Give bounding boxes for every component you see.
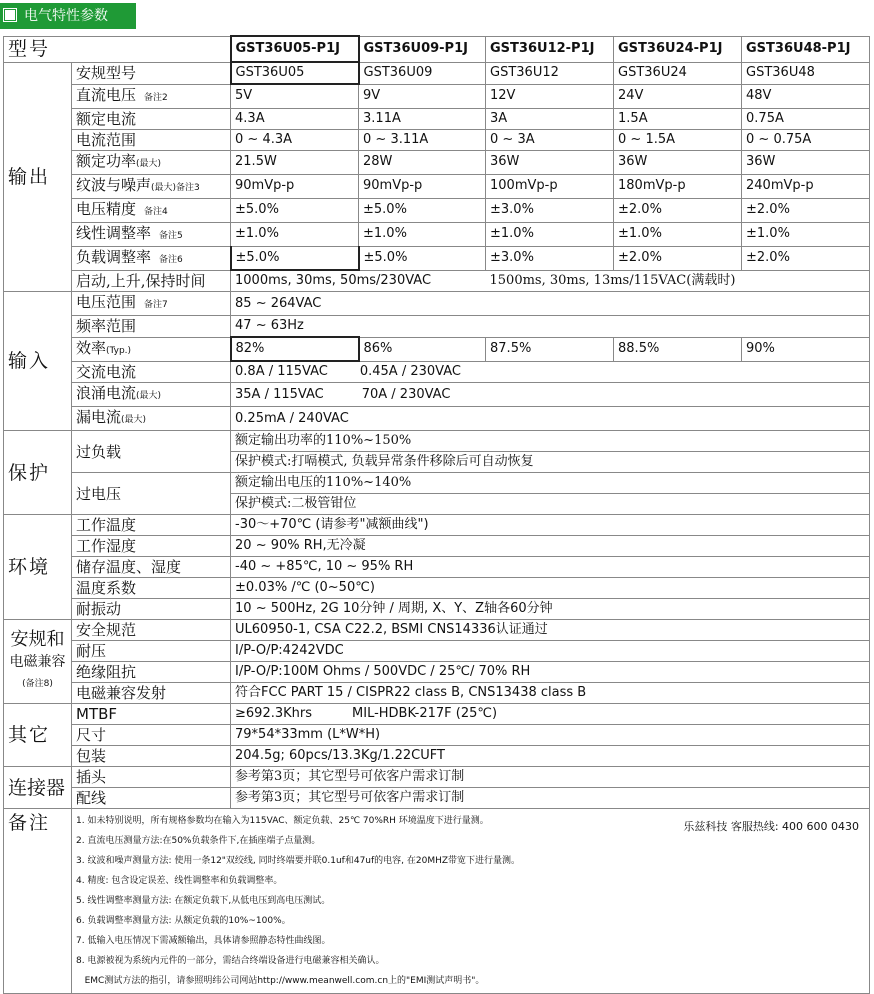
output-row [4, 174, 870, 198]
value-cell: 参考第3页；其它型号可依客户需求订制 [231, 767, 870, 788]
value-cell: 24V [614, 84, 742, 108]
value-cell: GST36U48 [742, 62, 870, 84]
others-row [4, 725, 870, 746]
safety-row [4, 662, 870, 683]
value-cell: 90mVp-p [359, 174, 486, 198]
row-label: 额定功率(最大) [72, 150, 231, 174]
value-cell: ±5.0% [231, 246, 359, 270]
value-cell: 82% [231, 337, 359, 361]
input-row [4, 407, 870, 431]
value-cell: 3.11A [359, 108, 486, 129]
connector-row [4, 767, 870, 788]
value-cell: ±1.0% [614, 222, 742, 246]
row-label: 耐压 [72, 641, 231, 662]
value-cell: 1.5A [614, 108, 742, 129]
value-cell: ±5.0% [231, 198, 359, 222]
value-cell: GST36U12 [486, 62, 614, 84]
value-cell: ±1.0% [742, 222, 870, 246]
value-cell: GST36U09 [359, 62, 486, 84]
row-label: 交流电流 [72, 361, 231, 383]
safety-row [4, 641, 870, 662]
row-label: 电压精度 备注4 [72, 198, 231, 222]
value-cell: 36W [486, 150, 614, 174]
notes-row [4, 809, 870, 994]
value-cell: 保护模式:打嗝模式, 负载异常条件移除后可自动恢复 [231, 452, 870, 473]
category-others: 其它 [4, 704, 72, 767]
value-cell: 0.25mA / 240VAC [231, 407, 870, 431]
input-row [4, 292, 870, 316]
row-label: 安全规范 [72, 620, 231, 641]
row-label: 电流范围 [72, 129, 231, 150]
value-cell: 21.5W [231, 150, 359, 174]
row-label: 浪涌电流(最大) [72, 383, 231, 407]
row-label: 启动,上升,保持时间 [72, 270, 231, 292]
value-cell: ±5.0% [359, 198, 486, 222]
value-cell: 10 ~ 500Hz, 2G 10分钟 / 周期, X、Y、Z轴各60分钟 [231, 599, 870, 620]
startup-value-b: 1500ms, 30ms, 13ms/115VAC(满载时) [486, 270, 870, 292]
note-line: 1. 如未特别说明，所有规格参数均在输入为115VAC、额定负载、25℃ 70%RH 环境温度下进行量测。 [76, 816, 489, 826]
row-label: 安规型号 [72, 62, 231, 84]
row-label: 配线 [72, 788, 231, 809]
value-cell: ±2.0% [742, 246, 870, 270]
note-line: 6. 负载调整率测量方法: 从额定负载的10%~100%。 [76, 916, 291, 926]
category-environment: 环境 [4, 515, 72, 620]
value-cell: ±3.0% [486, 198, 614, 222]
note-line: 5. 线性调整率测量方法: 在额定负载下,从低电压到高电压测试。 [76, 896, 331, 906]
value-cell: GST36U24 [614, 62, 742, 84]
model-4: GST36U24-P1J [614, 36, 742, 62]
value-cell: 9V [359, 84, 486, 108]
row-label: 漏电流(最大) [72, 407, 231, 431]
value-cell: I/P-O/P:100M Ohms / 500VDC / 25℃/ 70% RH [231, 662, 870, 683]
environment-row [4, 599, 870, 620]
value-cell: 20 ~ 90% RH,无冷凝 [231, 536, 870, 557]
note-line: 7. 低输入电压情况下需减额输出，具体请参照静态特性曲线图。 [76, 936, 331, 946]
value-cell: ±2.0% [614, 246, 742, 270]
output-row [4, 246, 870, 270]
category-output: 输出 [4, 62, 72, 292]
output-startup-row [4, 270, 870, 292]
row-label: 过电压 [72, 473, 231, 515]
value-cell: ±1.0% [231, 222, 359, 246]
category-safety-emc: 安规和 电磁兼容 (备注8) [4, 620, 72, 704]
value-cell: 0 ~ 0.75A [742, 129, 870, 150]
notes-cell [72, 809, 870, 994]
output-row [4, 62, 870, 84]
value-cell: 88.5% [614, 337, 742, 361]
value-cell: 204.5g; 60pcs/13.3Kg/1.22CUFT [231, 746, 870, 767]
value-cell: 85 ~ 264VAC [231, 292, 870, 316]
environment-row [4, 515, 870, 536]
row-label: 电磁兼容发射 [72, 683, 231, 704]
value-cell: 0.75A [742, 108, 870, 129]
value-cell: 240mVp-p [742, 174, 870, 198]
note-line: 8. 电源被视为系统内元件的一部分，需结合终端设备进行电磁兼容相关确认。 [76, 956, 385, 966]
others-row [4, 746, 870, 767]
note-line: 4. 精度: 包含设定误差、线性调整率和负载调整率。 [76, 876, 283, 886]
value-cell: 87.5% [486, 337, 614, 361]
output-row [4, 150, 870, 174]
note-line: EMC测试方法的指引，请参照明纬公司网站http://www.meanwell.com.cn上的"EMI测试声明书"。 [76, 976, 485, 986]
row-label: MTBF [72, 704, 231, 725]
value-cell: 0 ~ 4.3A [231, 129, 359, 150]
value-cell: 3A [486, 108, 614, 129]
value-cell: 参考第3页；其它型号可依客户需求订制 [231, 788, 870, 809]
input-row [4, 361, 870, 383]
output-row [4, 129, 870, 150]
row-label: 包装 [72, 746, 231, 767]
value-cell: ±0.03% /℃ (0~50℃) [231, 578, 870, 599]
square-icon [4, 9, 16, 21]
protection-row [4, 473, 870, 494]
value-cell: ±5.0% [359, 246, 486, 270]
row-label: 绝缘阻抗 [72, 662, 231, 683]
value-cell: 0 ~ 3.11A [359, 129, 486, 150]
value-cell: -40 ~ +85℃, 10 ~ 95% RH [231, 557, 870, 578]
spec-table [3, 35, 870, 994]
value-cell: 36W [614, 150, 742, 174]
row-label: 工作温度 [72, 515, 231, 536]
value-cell: 36W [742, 150, 870, 174]
value-cell: 90mVp-p [231, 174, 359, 198]
section-header [0, 3, 136, 29]
value-cell: 86% [359, 337, 486, 361]
row-label: 尺寸 [72, 725, 231, 746]
row-label: 储存温度、湿度 [72, 557, 231, 578]
row-label: 负载调整率 备注6 [72, 246, 231, 270]
model-5: GST36U48-P1J [742, 36, 870, 62]
row-label: 电压范围 备注7 [72, 292, 231, 316]
others-row [4, 704, 870, 725]
value-cell: GST36U05 [231, 62, 359, 84]
value-cell: 符合FCC PART 15 / CISPR22 class B, CNS13438 class B [231, 683, 870, 704]
output-row [4, 108, 870, 129]
row-label: 直流电压 备注2 [72, 84, 231, 108]
value-cell: 额定输出功率的110%~150% [231, 431, 870, 452]
note-line: 3. 纹波和噪声测量方法: 使用一条12"双绞线, 同时终端要并联0.1uf和47uf的电容, 在20MHZ带宽下进行量测。 [76, 856, 521, 866]
value-cell: 48V [742, 84, 870, 108]
input-row [4, 383, 870, 407]
value-cell: 12V [486, 84, 614, 108]
value-cell: 79*54*33mm (L*W*H) [231, 725, 870, 746]
value-cell: ±2.0% [614, 198, 742, 222]
input-row [4, 337, 870, 361]
category-input: 输入 [4, 292, 72, 431]
safety-row [4, 620, 870, 641]
row-label: 温度系数 [72, 578, 231, 599]
model-3: GST36U12-P1J [486, 36, 614, 62]
note-line: 2. 直流电压测量方法:在50%负载条件下,在插座端子点量测。 [76, 836, 321, 846]
environment-row [4, 557, 870, 578]
row-label: 过负载 [72, 431, 231, 473]
hotline-text: 乐兹科技 客服热线: 400 600 0430 [683, 820, 860, 833]
row-label: 耐振动 [72, 599, 231, 620]
section-title: 电气特性参数 [24, 8, 108, 24]
value-cell: 0.8A / 115VAC 0.45A / 230VAC [231, 361, 870, 383]
value-cell: UL60950-1, CSA C22.2, BSMI CNS14336认证通过 [231, 620, 870, 641]
row-label: 线性调整率 备注5 [72, 222, 231, 246]
output-row [4, 222, 870, 246]
environment-row [4, 578, 870, 599]
value-cell: -30～+70℃ (请参考"减额曲线") [231, 515, 870, 536]
value-cell: ±2.0% [742, 198, 870, 222]
value-cell: 4.3A [231, 108, 359, 129]
model-label: 型号 [4, 36, 231, 62]
value-cell: 180mVp-p [614, 174, 742, 198]
row-label: 工作湿度 [72, 536, 231, 557]
value-cell: 35A / 115VAC 70A / 230VAC [231, 383, 870, 407]
value-cell: ≥692.3Khrs MIL-HDBK-217F (25℃) [231, 704, 870, 725]
row-label: 插头 [72, 767, 231, 788]
row-label: 效率(Typ.) [72, 337, 231, 361]
model-2: GST36U09-P1J [359, 36, 486, 62]
value-cell: ±1.0% [486, 222, 614, 246]
protection-row [4, 431, 870, 452]
row-label: 额定电流 [72, 108, 231, 129]
value-cell: ±1.0% [359, 222, 486, 246]
value-cell: 100mVp-p [486, 174, 614, 198]
value-cell: 额定输出电压的110%~140% [231, 473, 870, 494]
value-cell: 28W [359, 150, 486, 174]
value-cell: 90% [742, 337, 870, 361]
row-label: 频率范围 [72, 316, 231, 338]
category-notes: 备注 [4, 809, 72, 994]
output-row [4, 198, 870, 222]
value-cell: 5V [231, 84, 359, 108]
value-cell: 0 ~ 1.5A [614, 129, 742, 150]
input-row [4, 316, 870, 338]
value-cell: 47 ~ 63Hz [231, 316, 870, 338]
connector-row [4, 788, 870, 809]
value-cell: 保护模式:二极管钳位 [231, 494, 870, 515]
value-cell: I/P-O/P:4242VDC [231, 641, 870, 662]
environment-row [4, 536, 870, 557]
startup-value-a: 1000ms, 30ms, 50ms/230VAC [231, 270, 486, 292]
category-connector: 连接器 [4, 767, 72, 809]
model-row [4, 36, 870, 62]
value-cell: ±3.0% [486, 246, 614, 270]
value-cell: 0 ~ 3A [486, 129, 614, 150]
safety-row [4, 683, 870, 704]
model-1: GST36U05-P1J [231, 36, 359, 62]
row-label: 纹波与噪声(最大)备注3 [72, 174, 231, 198]
category-protection: 保护 [4, 431, 72, 515]
output-row [4, 84, 870, 108]
